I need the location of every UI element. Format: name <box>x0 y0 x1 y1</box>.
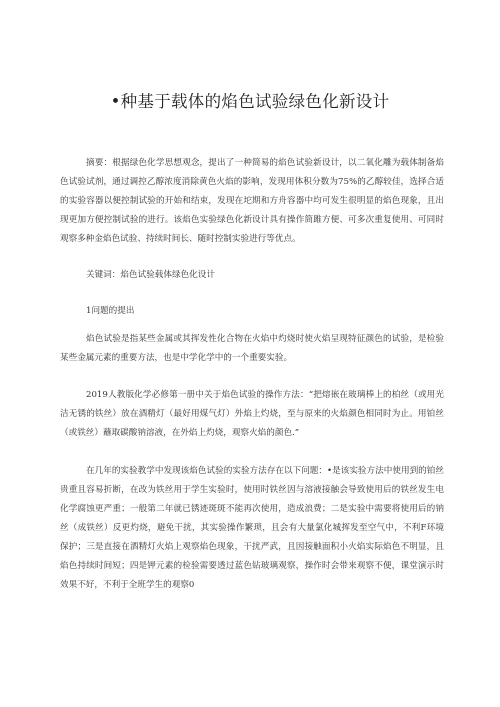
body-paragraph: 2019人教版化学必修第一册中关于焰色试验的操作方法：“把熔嵌在玻璃棒上的柏丝（或用光洁无锈的铁丝）放在酒精灯（最好用煤气灯）外焰上灼烧，至与原来的火焰颜色相同时为止。用铂丝（或铁丝）蘸取碳酸钠溶液，在外焰上灼烧，观察火焰的颜色.” <box>60 390 444 438</box>
abstract-paragraph: 摘要：根据绿色化学思想观念，提出了一种简易的焰色试验新设计，以二氧化雕为载体制备焰色试验试剂，通过调控乙醇浓度消除黄色火焰的影响，发现用体积分数为75%的乙醇较佳，选择合适的实验容器以便控制试验的开始和结束，发现在坨期和方舟容器中均可发生很明显的焰色现象，且出现更加方便控制试验的进行。该焰色实验绿色化新设计具有操作简雎方便、可多次重复使用、可同时观察多种金焰色试验、持续时间长、随时控制实验进行等优点。 <box>60 158 444 244</box>
body-paragraph: 在几年的实验教学中发现该焰色试验的实验方法存在以下问题：•是该实验方法中使用到的铂丝贵重且容易折断，在改为铁丝用于学生实验时，使用时铁丝因与溶液接触会导致使用后的铁丝发生电化学腐蚀更严重；一般第二年就已锈迹斑斑不能再次使用，造成浪费；二是实验中需要将使用后的钠丝（成铁丝）反更灼烧，避免干扰，其实验操作繁琐，且会有大量氯化城挥发至空气中，不利F环境保护；三是直接在酒精灯火焰上观察焰色现象，干扰严武，且因接触面积小火焰实际焰色不明显，且焰色持续时间短；四是钾元素的检验需要透过蓝色钻玻璃观察，操作时会带来观察不便，课堂演示时效果不好，不利于全班学生的观察0 <box>60 466 444 590</box>
document-title: •种基于载体的焰色试验绿色化新设计 <box>110 92 390 111</box>
keywords-line: 关键词：焰色试验载体绿色化设计 <box>86 270 215 280</box>
body-paragraph: 焰色试验是指某些金属或其挥发性化合物在火焰中灼烧时使火焰呈现特征颜色的试验，是检验某些金属元素的重要方法，也是中学化学中的一个重要实验。 <box>60 334 444 363</box>
section-heading: 1问题的提出 <box>86 306 135 316</box>
